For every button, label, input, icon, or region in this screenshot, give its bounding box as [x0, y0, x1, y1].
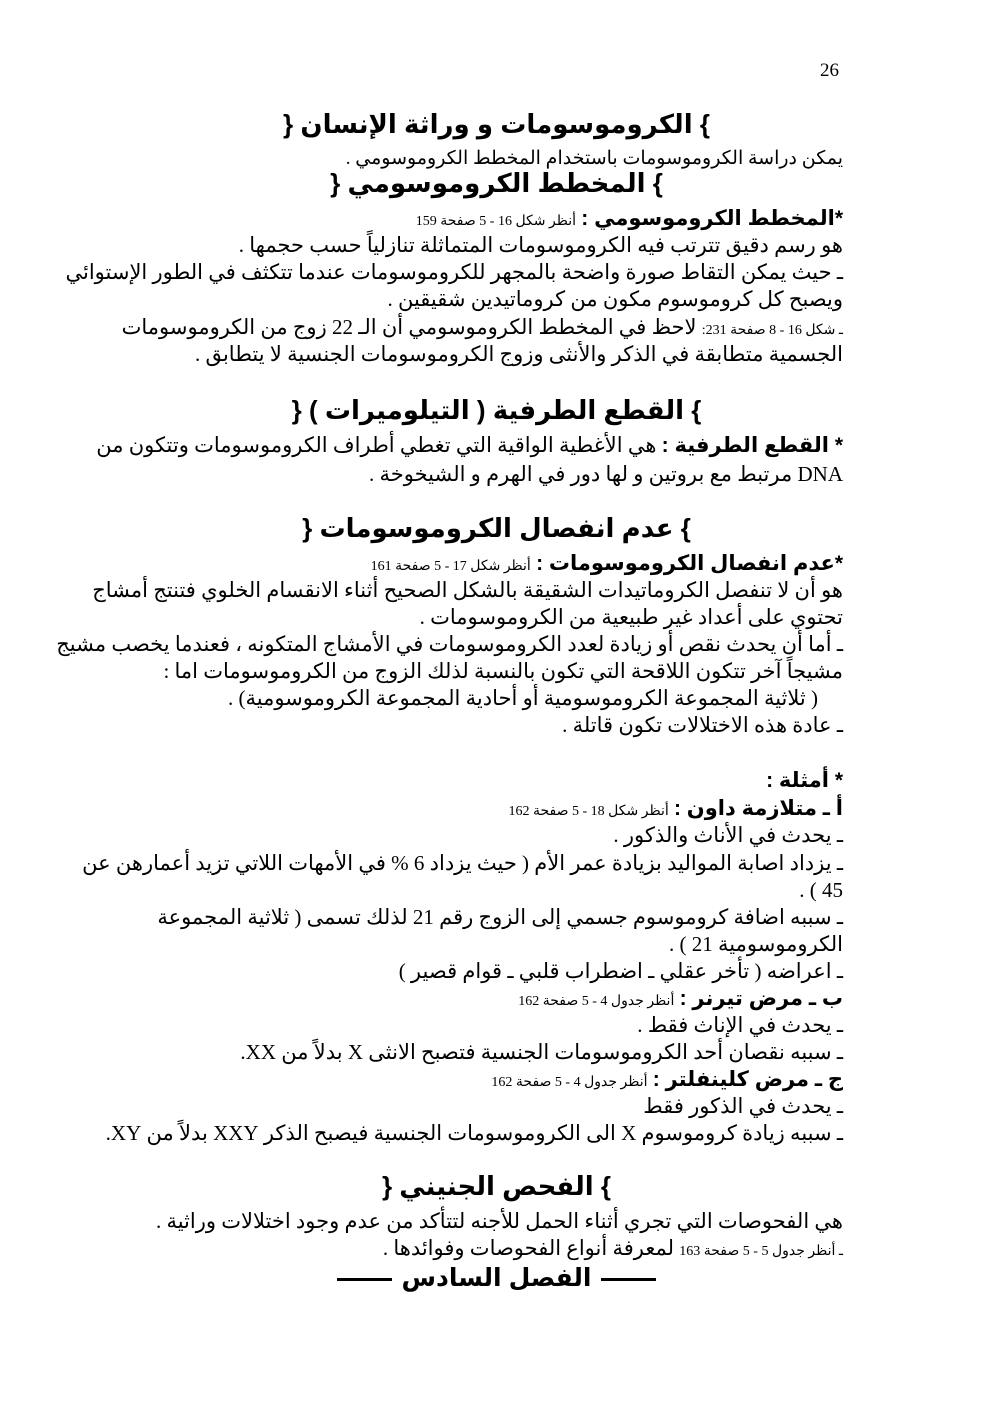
reference-line: [150, 1235, 843, 1265]
example-down-title: أ ـ متلازمة داون :: [673, 797, 843, 820]
page-number: 26: [820, 60, 839, 81]
section-heading-nondisjunction: } عدم انفصال الكروموسومات {: [302, 513, 691, 543]
paragraph-line: هي الفحوصات التي تجري أثناء الحمل للأجنه لتتأكد من عدم وجود اختلالات وراثية .: [155, 1209, 843, 1233]
section-heading-prenatal-testing: } الفحص الجنيني {: [381, 1171, 612, 1201]
section-heading-chromosomes-heredity: } الكروموسومات و وراثة الإنسان {: [283, 109, 710, 139]
figure-reference: أنظر جدول 4 - 5 صفحة 162: [518, 994, 675, 1009]
chapter-title-text: الفصل السادس: [401, 1264, 592, 1292]
section-intro: يمكن دراسة الكروموسومات باستخدام المخطط الكروموسومي .: [345, 148, 843, 169]
term-karyotype: *المخطط الكروموسومي :: [581, 207, 843, 230]
figure-reference: أنظر جدول 4 - 5 صفحة 162: [491, 1075, 648, 1090]
paragraph-line: ـ اعراضه ( تأخر عقلي ـ اضطراب قلبي ـ قوام قصير ): [398, 959, 843, 983]
examples-heading: * أمثلة :: [766, 769, 843, 792]
figure-reference: أنظر شكل 18 - 5 صفحة 162: [508, 804, 669, 819]
paragraph-line: ـ يحدث في الذكور فقط: [643, 1094, 843, 1118]
example-title-line: [150, 795, 843, 825]
paragraph-line: مشيجاً آخر تتكون اللاقحة التي تكون بالنسبة لذلك الزوج من الكروموسومات اما :: [163, 659, 843, 683]
term-nondisjunction: *عدم انفصال الكروموسومات :: [536, 552, 843, 575]
paragraph-line: تحتوي على أعداد غير طبيعية من الكروموسومات .: [419, 605, 843, 629]
paragraph-line: ـ حيث يمكن التقاط صورة واضحة بالمجهر للكروموسومات عندما تتكثف في الطور الإستوائي: [65, 260, 843, 284]
chapter-title: [0, 1262, 993, 1294]
example-title-line: [150, 1066, 843, 1096]
section-heading-karyotype: } المخطط الكروموسومي {: [330, 168, 663, 198]
example-turner-title: ب ـ مرض تيرنر :: [679, 987, 843, 1010]
paragraph-line: ( ثلاثية المجموعة الكروموسومية أو أحادية المجموعة الكروموسومية) .: [228, 686, 818, 710]
paragraph-line: ـ سببه زيادة كروموسوم X الى الكروموسومات الجنسية فيصبح الذكر XXY بدلاً من XY.: [105, 1121, 843, 1145]
example-title-line: [150, 985, 843, 1015]
rule-left: [337, 1278, 392, 1281]
paragraph-line: ـ عادة هذه الاختلالات تكون قاتلة .: [562, 713, 843, 737]
definition-term-line: [150, 550, 843, 580]
paragraph-line: ـ يحدث في الأناث والذكور .: [613, 823, 843, 847]
paragraph-line: ـ أما أن يحدث نقص أو زيادة لعدد الكروموسومات في الأمشاج المتكونه ، فعندما يخصب مشيج: [56, 632, 843, 656]
paragraph-line: ـ يحدث في الإناث فقط .: [637, 1013, 843, 1037]
reference-text: لمعرفة أنواع الفحوصات وفوائدها .: [382, 1236, 675, 1260]
paragraph-line: ويصبح كل كروموسوم مكون من كروماتيدين شقيقين .: [387, 287, 843, 311]
figure-reference: ـ أنظر جدول 5 - 5 صفحة 163: [679, 1244, 843, 1259]
figure-reference: أنظر شكل 16 - 5 صفحة 159: [415, 214, 577, 229]
definition-term-line: [150, 205, 843, 235]
figure-reference: أنظر شكل 17 - 5 صفحة 161: [370, 559, 531, 574]
paragraph-line: هو رسم دقيق تترتب فيه الكروموسومات المتماثلة تنازلياً حسب حجمها .: [238, 233, 843, 257]
paragraph-line: 45 ) .: [799, 878, 843, 902]
example-klinefelter-title: ج ـ مرض كلينفلتر :: [652, 1068, 843, 1091]
paragraph-line: ـ سببه نقصان أحد الكروموسومات الجنسية فتصبح الانثى X بدلاً من XX.: [240, 1040, 843, 1064]
rule-right: [601, 1278, 656, 1281]
definition-term-line: [96, 432, 843, 459]
note-text: لاحظ في المخطط الكروموسومي أن الـ 22 زوج من الكروموسومات: [121, 315, 697, 339]
section-heading-telomeres: } القطع الطرفية ( التيلوميرات ) {: [291, 395, 702, 425]
term-telomeres: * القطع الطرفية :: [661, 434, 843, 457]
paragraph-line: DNA مرتبط مع بروتين و لها دور في الهرم و الشيخوخة .: [368, 462, 843, 486]
figure-reference: ـ شكل 16 - 8 صفحة 231:: [701, 323, 843, 338]
paragraph-line: هو أن لا تنفصل الكروماتيدات الشقيقة بالشكل الصحيح أثناء الانقسام الخلوي فتنتج أمشاج: [92, 578, 843, 602]
definition-text: هي الأغطية الواقية التي تغطي أطراف الكروموسومات وتتكون من: [96, 433, 657, 457]
paragraph-line: الكروموسومية 21 ) .: [669, 932, 843, 956]
paragraph-line: الجسمية متطابقة في الذكر والأنثى وزوج الكروموسومات الجنسية لا يتطابق .: [194, 342, 843, 366]
paragraph-line: ـ يزداد اصابة المواليد بزيادة عمر الأم ( حيث يزداد 6 % في الأمهات اللاتي تزيد أعمارهن عن: [82, 851, 843, 875]
paragraph-line: ـ سببه اضافة كروموسوم جسمي إلى الزوج رقم 21 لذلك تسمى ( ثلاثية المجموعة: [157, 905, 843, 929]
note-line: [121, 314, 843, 344]
